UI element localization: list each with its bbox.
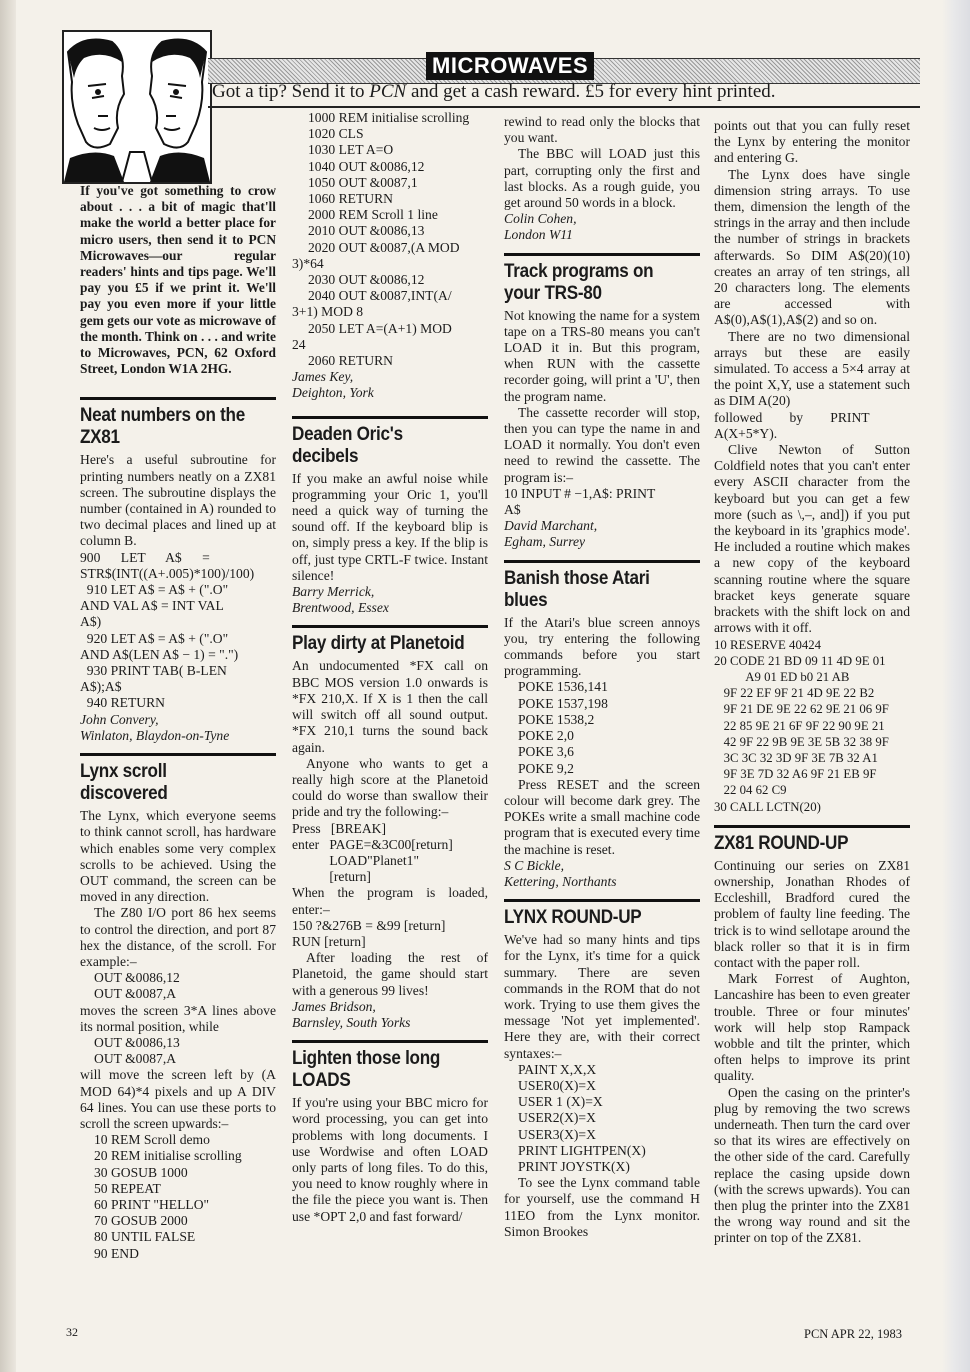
code-listing [504,1062,700,1175]
code-line: OUT &0086,12 [94,970,180,986]
author-location: Winlaton, Blaydon-on-Tyne [80,727,230,743]
paragraph: The Z80 I/O port 86 hex seems to control the direction, and port 87 hex the distance, of the scroll. For example:– [80,905,276,969]
code-line: AND VAL A$ = INT VAL [80,598,224,614]
article-planetoid [292,633,488,1031]
article-title: LYNX ROUND-UP [504,907,642,929]
code-listing [504,679,700,776]
code-line: 30 GOSUB 1000 [94,1164,188,1180]
code-line: 1020 CLS [308,126,364,142]
paragraph: The BBC will LOAD just this part, corrupting only the first and last blocks. As a rough guide, you get around 50 words in a block. [504,146,700,211]
code-listing [292,256,488,272]
code-line: 920 LET A$ = A$ + (".O" [80,630,229,646]
author-name: James Key, [292,369,354,385]
author-location: Brentwood, Essex [292,600,389,616]
code-line: 24 [292,336,306,352]
page-edge [942,0,970,1372]
code-line: A9 01 ED b0 21 AB [714,669,850,684]
paragraph: The Lynx, which everyone seems to think cannot scroll, has hardware which enables some very complex scrolls to be achieved. Using the OUT command, the screen can be moved in any direction. [80,808,276,905]
code-line: 9F 3E 7D 32 A6 9F 21 EB 9F [714,767,877,782]
code-steps [292,918,488,950]
paragraph: moves the screen 3*A lines above its normal position, while [80,1002,276,1034]
paragraph: Here's a useful subroutine for printing numbers neatly on a ZX81 screen. The subroutine displays the number (contained in A) rounded to two decimal places and lined up at column B. [80,452,276,549]
code-line: 2020 OUT &0087,(A MOD [308,239,460,255]
code-line: 22 04 62 C9 [714,783,787,798]
author-name: S C Bickle, [504,857,565,873]
paragraph: followed by PRINT [714,409,870,425]
divider [80,753,276,756]
code-listing [292,353,488,369]
author-location: London W11 [504,227,573,243]
divider [80,397,276,400]
code-listing [504,486,700,518]
author-name: James Bridson, [292,998,376,1014]
paragraph: There are no two dimensional arrays but these are easily simulated. To access a 5×4 array at the point X,Y, use a statement such as DIM A(20) [714,328,910,409]
code-line: 2030 OUT &0086,12 [308,272,425,288]
article-title: Track programs on your TRS-80 [504,260,654,304]
code-line: 2000 REM Scroll 1 line [308,207,438,223]
code-line: A$);A$ [80,679,122,695]
code-line: 940 RETURN [80,695,165,711]
paragraph: A(X+5*Y). [714,425,778,441]
code-listing [292,272,488,304]
code-line: 20 REM initialise scrolling [94,1148,242,1164]
paragraph: rewind to read only the blocks that you want. [504,114,700,146]
paragraph: An undocumented *FX call on BBC MOS version 1.0 onwards is *FX 210,X. If X is 1 then the call will switch off all sound output. *FX 210,1 turns the sound back again. [292,658,488,755]
code-line: 930 PRINT TAB( B-LEN [80,663,227,679]
article-title: Play dirty at Planetoid [292,633,465,655]
author-name: Barry Merrick, [292,584,375,600]
paragraph: To see the Lynx command table for yourself, use the command H 11EO from the Lynx monitor. Simon Brookes [504,1175,700,1239]
article-oric [292,424,488,617]
code-line: PAINT X,X,X [518,1061,597,1077]
column-1 [80,183,276,1262]
article-long-loads [292,1048,488,1225]
code-line: OUT &0087,A [94,986,177,1002]
code-line: 3)*64 [292,255,324,271]
code-line: USER2(X)=X [518,1110,596,1126]
paragraph: When the program is loaded, enter:– [292,885,488,917]
article-title: Banish those Atari blues [504,567,650,611]
article-lynx-scroll-continued [292,110,488,402]
code-line: AND A$(LEN A$ − 1) = ".") [80,646,239,662]
code-line: OUT &0086,13 [94,1034,180,1050]
code-listing [292,321,488,337]
code-line: 1030 LET A=O [308,142,394,158]
code-listing [80,1132,276,1262]
code-line: A$ [504,502,521,518]
column-3 [504,114,700,1240]
tagline: Got a tip? Send it to PCN and get a cash reward. £5 for every hint printed. [212,81,776,102]
code-example [80,970,276,1002]
code-line: 80 UNTIL FALSE [94,1229,196,1245]
paragraph: We've had so many hints and tips for the Lynx, it's time for a quick summary. There are seven commands in the ROM that do not work. Trying to use them gives the message 'Not yet implemented'. Here they are, with their correct syntaxes:– [504,932,700,1061]
author-location: Deighton, York [292,385,374,401]
column-4 [714,118,910,1247]
author-location: Egham, Surrey [504,534,586,550]
code-listing [292,304,488,320]
code-line: 1050 OUT &0087,1 [308,174,418,190]
divider [714,825,910,828]
paragraph: The cassette recorder will stop, then you can type the name in and LOAD it normally. You don't even need to rewind the cassette. The program is:– [504,404,700,485]
paragraph: After loading the rest of Planetoid, the game should start with a generous 99 lives! [292,950,488,998]
code-line: 10 INPUT # −1,A$: PRINT [504,485,656,501]
article-title: Deaden Oric's decibels [292,423,403,467]
article-lynx-roundup [504,907,700,1240]
article-lynx-scroll [80,761,276,1262]
code-line: 2050 LET A=(A+1) MOD [308,320,452,336]
code-line: 10 RESERVE 40424 [714,637,822,652]
code-line: POKE 1538,2 [518,711,595,727]
article-title: Neat numbers on the ZX81 [80,405,245,449]
article-atari [504,568,700,890]
intro-text: If you've got something to crow about . . . a bit of magic that'll make the world a better place for micro users, then send it to PCN Microwaves—our regular readers' hints and tips page. We'll pay you £5 if we print it. We'll pay you even more if your little gem gets our vote as microwave of the month. Think on . . . and write to Microwaves, PCN, 62 Oxford Street, London W1A 2HG. [80,183,276,377]
divider [504,899,700,902]
code-line: USER3(X)=X [518,1126,596,1142]
code-listing [292,110,488,256]
code-line: Press [BREAK] [292,820,387,836]
code-line: POKE 1537,198 [518,695,608,711]
code-listing [714,637,910,815]
code-line: RUN [return] [292,933,366,949]
code-line: 3+1) MOD 8 [292,304,364,320]
code-line: 50 REPEAT [94,1180,161,1196]
paragraph: Press RESET and the screen colour will become dark grey. The POKEs write a small machine code program that is executed every time the machine is reset. [504,776,700,857]
code-line: 90 END [94,1245,139,1261]
column-2 [292,110,488,1225]
code-line: 22 85 9E 21 6F 9F 22 90 9E 21 [714,718,885,733]
divider [292,625,488,628]
article-zx81-roundup [714,833,910,1247]
author-location: Barnsley, South Yorks [292,1014,411,1030]
author-name: Colin Cohen, [504,211,577,227]
code-line: A$) [80,614,102,630]
page-number: 32 [66,1325,78,1339]
article-title: Lighten those long LOADS [292,1048,441,1092]
code-line: 70 GOSUB 2000 [94,1213,188,1229]
code-line: 9F 22 EF 9F 21 4D 9E 22 B2 [714,686,875,701]
paragraph: If you make an awful noise while programming your Oric 1, you'll need a quick way of turning the sound off. If the keyboard blip is on, simply press a key. If the blip is off, just type CRTL-F twice. Instant silence! [292,470,488,583]
microwaves-portrait-illustration [62,30,212,184]
intro-box [80,183,276,377]
code-line: 2040 OUT &0087,INT(A/ [308,288,452,304]
code-line: POKE 1536,141 [518,679,608,695]
divider [292,1040,488,1043]
code-line: 2060 RETURN [308,353,393,369]
code-line: 900 LET A$ = [80,549,210,565]
paragraph: Continuing our series on ZX81 ownership, Jonathan Rhodes of Eccleshill, Bradford cured the problem of faulty line feeding. The trick is to wind sellotape around the black roller so that it is in firm contact with the paper roll. [714,857,910,970]
code-line: 2010 OUT &0086,13 [308,223,425,239]
paragraph: will move the screen left by (A MOD 64)*4 pixels and up A DIV 64 lines. You can use these ports to scroll the screen upwards:– [80,1067,276,1131]
code-line: 910 LET A$ = A$ + (".O" [80,582,229,598]
divider [504,253,700,256]
code-line: USER0(X)=X [518,1077,596,1093]
page-spine-shadow [0,0,16,1372]
divider [292,416,488,419]
code-line: POKE 2,0 [518,728,574,744]
paragraph: If you're using your BBC micro for word processing, you can get into problems with long documents. I use Wordwise and often LOAD only parts of long files. To do this, you need to know roughly where in the file the piece you want is. Then use *OPT 2,0 and fast forward/ [292,1095,488,1224]
code-line: 150 ?&276B = &99 [return] [292,917,446,933]
paragraph: Anyone who wants to get a really high score at the Planetoid could do worse than swallow their pride and try the following:– [292,755,488,820]
paragraph: Mark Forrest of Aughton, Lancashire has been to even greater trouble. Three or four minutes' work will help stop Rampack wobble and tilt the printer, which often helps to improve its print quality. [714,971,910,1084]
code-line: 1040 OUT &0086,12 [308,158,425,174]
code-line: [return] [292,869,371,885]
code-line: 20 CODE 21 BD 09 11 4D 9E 01 [714,653,886,668]
code-line: 1000 REM initialise scrolling [308,110,470,125]
issue-date: PCN APR 22, 1983 [804,1327,902,1341]
article-neat-numbers [80,405,276,744]
article-title: Lynx scroll discovered [80,761,168,805]
paragraph: If the Atari's blue screen annoys you, try entering the following commands before you start programming. [504,614,700,679]
paragraph: The Lynx does have single dimension string arrays. To use them, dimension the length of the strings in the array and then include the number of strings in brackets afterwards. So DIM A$(20)(10) creates an array of ten strings, all 20 characters long. The elements are accessed with A$(0),A$(1),A$(2) and so on. [714,166,910,328]
code-line: 60 PRINT "HELLO" [94,1196,210,1212]
article-title: ZX81 ROUND-UP [714,832,849,854]
code-line: STR$(INT((A+.005)*100)/100) [80,565,255,581]
article-long-loads-continued [504,114,700,244]
code-example [80,1035,276,1067]
paragraph: Clive Newton of Sutton Coldfield notes that you can't enter every ASCII character from the keyboard but you can get a few more (such as \,–, and]) if you put the keyboard in its 'graphics mode'. He included a routine which makes a new copy of the keyboard scanning routine where the square bracket keys generate square brackets with the shift lock on and arrows with it off. [714,442,910,636]
code-listing [80,550,276,712]
code-line: POKE 9,2 [518,760,574,776]
code-line: OUT &0087,A [94,1051,177,1067]
code-line: 1060 RETURN [308,191,393,207]
code-line: LOAD"Planet1" [292,852,420,868]
paragraph: Not knowing the name for a system tape on a TRS-80 means you can't LOAD it in. But this program, when RUN with the cassette recorder going, will print a 'U', then the program name. [504,307,700,404]
paragraph: points out that you can fully reset the Lynx by entering the monitor and entering G. [714,118,910,166]
code-listing [292,337,488,353]
code-line: PRINT JOYSTK(X) [518,1158,630,1174]
divider [504,560,700,563]
code-line: enter PAGE=&3C00[return] [292,836,453,852]
paragraph: Open the casing on the printer's plug by removing the two screws underneath. Then turn the card over so that its wires are effectively on the other side of the card. Carefully replace the casing upside down (with the screws upwards). You can then plug the printer into the ZX81 the wrong way round and sit the printer on top of the ZX81. [714,1084,910,1246]
code-line: USER 1 (X)=X [518,1094,603,1110]
header-rule [208,106,920,108]
author-name: David Marchant, [504,518,598,534]
code-line: PRINT LIGHTPEN(X) [518,1142,646,1158]
code-line: 9F 21 DE 9E 22 62 9E 21 06 9F [714,702,889,717]
section-title: MICROWAVES [426,52,594,80]
article-trs80 [504,261,700,551]
code-line: 42 9F 22 9B 9E 3E 5B 32 38 9F [714,734,889,749]
article-lynx-roundup-continued [714,118,910,815]
code-line: 30 CALL LCTN(20) [714,799,821,814]
author-name: John Convery, [80,711,159,727]
code-line: 3C 3C 32 3D 9F 3E 7B 32 A1 [714,750,878,765]
code-line: 10 REM Scroll demo [94,1132,210,1148]
code-steps [292,821,488,886]
author-location: Kettering, Northants [504,873,617,889]
code-line: POKE 3,6 [518,744,574,760]
